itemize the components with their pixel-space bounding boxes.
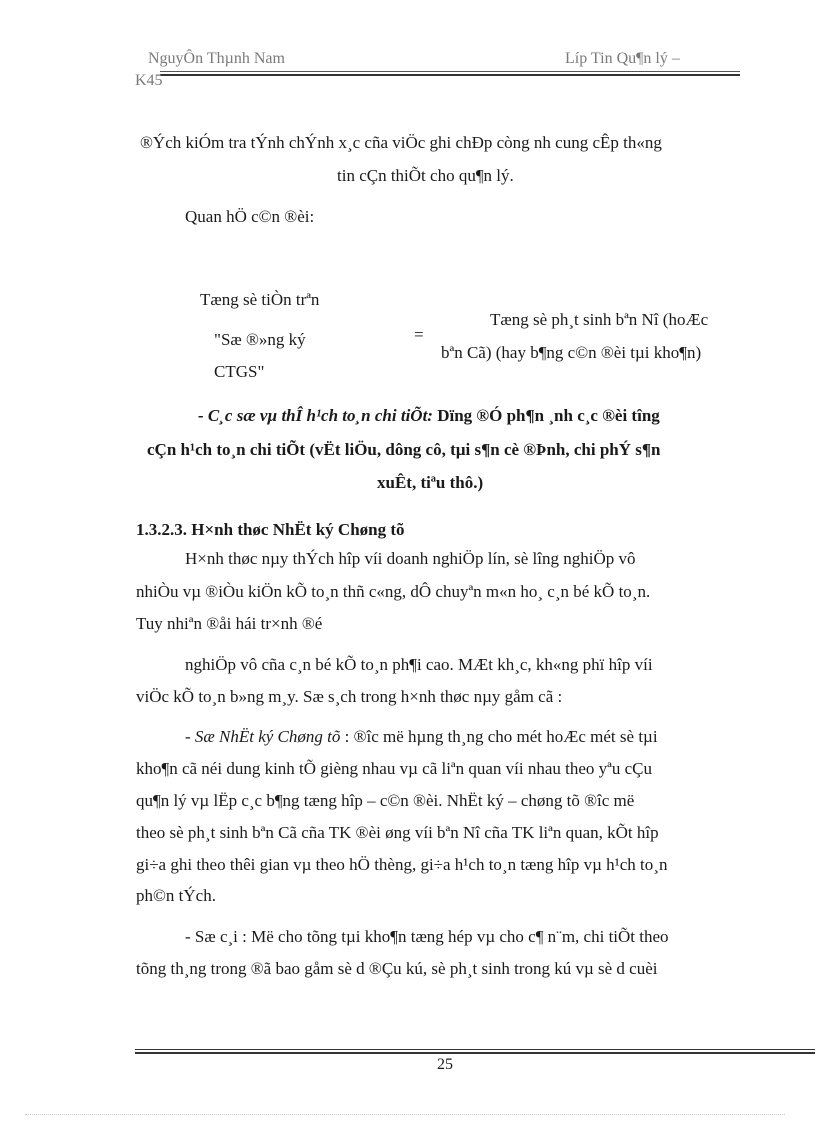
detail-books-lead: - C¸c sæ vµ thÎ h¹ch to¸n chi tiÕt: [198, 406, 433, 425]
paragraph-line: tin cÇn thiÕt cho qu¶n lý. [337, 166, 514, 185]
detail-books-text: Dïng ®Ó ph¶n ¸nh c¸c ®èi tîng [432, 406, 660, 425]
paragraph-line: kho¶n cã néi dung kinh tÕ gièng nhau vµ cã liªn quan víi nhau theo yªu cÇu [136, 759, 653, 778]
equation-left-line: Tæng sè tiÒn trªn [200, 290, 320, 309]
section-heading: 1.3.2.3. H×nh thøc NhËt ký Chøng tõ [136, 520, 405, 539]
paragraph-line: nghiÖp vô cña c¸n bé kÕ to¸n ph¶i cao. MÆt kh¸c, kh«ng phï hîp víi [185, 655, 653, 674]
paragraph-line: - Sæ c¸i : Më cho tõng tµi kho¶n tæng hép vµ cho c¶ n¨m, chi tiÕt theo [185, 927, 669, 946]
header-rule-double [160, 74, 740, 76]
header-class-continued: K45 [135, 72, 163, 89]
footer-rule [135, 1049, 815, 1050]
detail-books-line: cÇn h¹ch to¸n chi tiÕt (vËt liÖu, dông cô, tµi s¶n cè ®Þnh, chi phÝ s¶n [147, 440, 661, 459]
paragraph-line [185, 727, 658, 747]
journal-voucher-lead: - Sæ NhËt ký Chøng tõ [185, 727, 341, 746]
paragraph-line: nhiÒu vµ ®iÒu kiÖn kÕ to¸n thñ c«ng, dÔ chuyªn m«n ho¸ c¸n bé kÕ to¸n. [136, 582, 651, 601]
relation-label: Quan hÖ c©n ®èi: [185, 207, 315, 226]
header-class: Líp Tin Qu¶n lý – [565, 50, 680, 67]
header-author: NguyÔn Thµnh Nam [148, 50, 285, 67]
equation-sign: = [414, 325, 424, 344]
journal-voucher-text: : ®îc më hµng th¸ng cho mét hoÆc mét sè tµi [340, 727, 658, 746]
paragraph-line: tõng th¸ng trong ®ã bao gåm sè d ®Çu kú, sè ph¸t sinh trong kú vµ sè d cuèi [136, 959, 658, 978]
paragraph-line: qu¶n lý vµ lËp c¸c b¶ng tæng hîp – c©n ®èi. NhËt ký – chøng tõ ®îc më [136, 791, 635, 810]
equation-left-line: CTGS" [214, 362, 265, 381]
detail-books-line: xuÊt, tiªu thô.) [377, 473, 484, 492]
paragraph-line: ®Ých kiÓm tra tÝnh chÝnh x¸c cña viÖc ghi chÐp còng nh cung cÊp th«ng [140, 133, 662, 152]
page-edge-dotted-line [25, 1114, 785, 1115]
equation-right-line: bªn Cã) (hay b¶ng c©n ®èi tµi kho¶n) [441, 343, 702, 362]
paragraph-line: theo sè ph¸t sinh bªn Cã cña TK ®èi øng víi bªn Nî cña TK liªn quan, kÕt hîp [136, 823, 659, 842]
paragraph-line: Tuy nhiªn ®åi hái tr×nh ®é [136, 614, 323, 633]
header-rule [160, 71, 740, 72]
footer-rule-double [135, 1052, 815, 1054]
paragraph-line: viÖc kÕ to¸n b»ng m¸y. Sæ s¸ch trong h×nh thøc nµy gåm cã : [136, 687, 563, 706]
paragraph-line: gi÷a ghi theo thêi gian vµ theo hÖ thèng, gi÷a h¹ch to¸n tæng hîp vµ h¹ch to¸n [136, 855, 668, 874]
detail-books-line [198, 406, 660, 426]
equation-right-line: Tæng sè ph¸t sinh bªn Nî (hoÆc [490, 310, 709, 329]
paragraph-line: ph©n tÝch. [136, 886, 216, 905]
paragraph-line: H×nh thøc nµy thÝch hîp víi doanh nghiÖp lín, sè lîng nghiÖp vô [185, 549, 636, 568]
equation-left-line: "Sæ ®»ng ký [214, 330, 306, 349]
page-number: 25 [437, 1056, 453, 1073]
